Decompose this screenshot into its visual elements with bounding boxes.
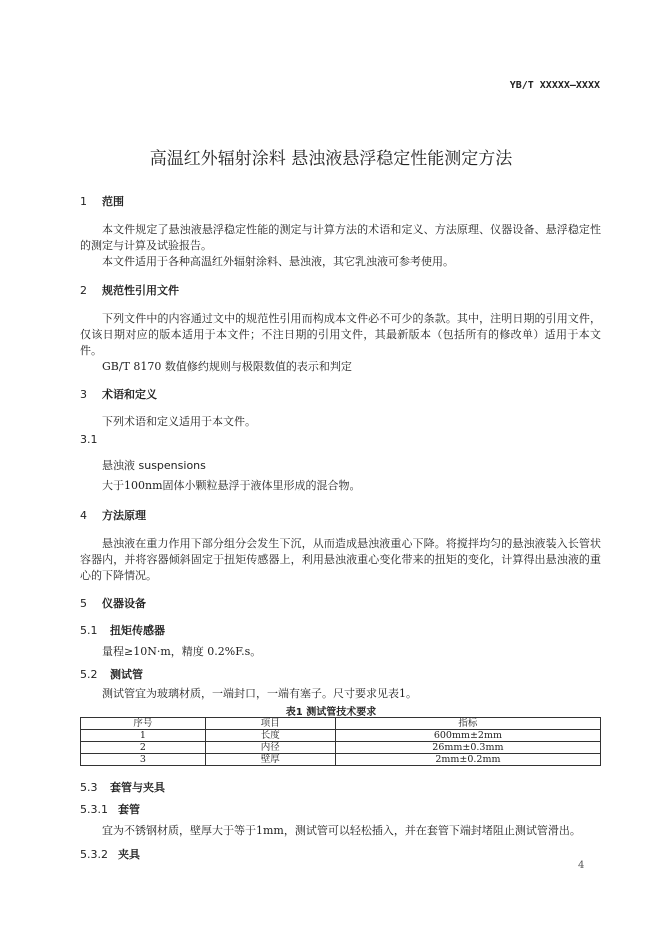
cell: 600mm±2mm: [335, 730, 600, 742]
section-number: 2: [80, 284, 87, 297]
cell: 2: [81, 742, 206, 754]
section-1-heading: [80, 193, 124, 209]
paragraph: 悬浊液在重力作用下部分组分会发生下沉，从而造成悬浊液重心下降。将搅拌均匀的悬浊液装入长管状容器内，并将容器倾斜固定于扭矩传感器上，利用悬浊液重心变化带来的扭矩的变化，计算得出悬浊液的重心的下降情况。: [80, 537, 601, 582]
cell: 2mm±0.2mm: [335, 754, 600, 766]
section-number: 5.1: [80, 624, 98, 637]
section-title: 方法原理: [102, 509, 146, 522]
section-5-heading: [80, 595, 146, 611]
clause-5-1-heading: [80, 622, 165, 638]
reference-item: GB/T 8170 数值修约规则与极限数值的表示和判定: [102, 360, 352, 373]
section-title: 术语和定义: [102, 388, 157, 401]
table-row: [81, 730, 601, 742]
table-row: [81, 754, 601, 766]
section-number: 5.3.1: [80, 803, 108, 816]
paragraph: 本文件适用于各种高温红外辐射涂料、悬浊液，其它乳浊液可参考使用。: [102, 255, 454, 268]
section-title: 夹具: [118, 848, 140, 861]
paragraph: 下列文件中的内容通过文中的规范性引用而构成本文件必不可少的条款。其中，注明日期的引用文件，仅该日期对应的版本适用于本文件；不注日期的引用文件，其最新版本（包括所有的修改单）适用于本文件。: [80, 312, 601, 357]
paragraph: 下列术语和定义适用于本文件。: [102, 415, 256, 428]
paragraph: 测试管宜为玻璃材质，一端封口，一端有塞子。尺寸要求见表1。: [102, 687, 417, 700]
paragraph: 本文件规定了悬浊液悬浮稳定性能的测定与计算方法的术语和定义、方法原理、仪器设备、悬浮稳定性的测定与计算及试验报告。: [80, 223, 601, 252]
paragraph: 宜为不锈钢材质，壁厚大于等于1mm，测试管可以轻松插入，并在套管下端封堵阻止测试管滑出。: [102, 824, 581, 837]
cell: 3: [81, 754, 206, 766]
section-3-heading: [80, 386, 157, 402]
header-cell: 序号: [81, 718, 206, 730]
section-4-heading: [80, 507, 146, 523]
doc-code-header: YB/T XXXXX—XXXX: [509, 80, 600, 91]
header-cell: 项目: [205, 718, 335, 730]
section-number: 5: [80, 597, 87, 610]
section-number: 4: [80, 509, 87, 522]
section-title: 测试管: [110, 668, 143, 681]
clause-5-3-1-heading: [80, 801, 140, 817]
table-caption: 表1 测试管技术要求: [285, 707, 377, 718]
section-title: 扭矩传感器: [110, 624, 165, 637]
term: 悬浊液 suspensions: [102, 459, 206, 472]
section-number: 1: [80, 195, 87, 208]
definition: 大于100nm固体小颗粒悬浮于液体里形成的混合物。: [102, 479, 361, 492]
page-number: 4: [578, 860, 585, 871]
clause-5-3-2-heading: [80, 846, 140, 862]
paragraph: 量程≥10N·m，精度 0.2%F.s。: [102, 645, 262, 658]
section-title: 规范性引用文件: [102, 284, 179, 297]
section-title: 仪器设备: [102, 597, 146, 610]
section-title: 套管与夹具: [110, 781, 165, 794]
clause-5-2-heading: [80, 666, 143, 682]
header-cell: 指标: [335, 718, 600, 730]
section-2-heading: [80, 282, 179, 298]
section-number: 5.3: [80, 781, 98, 794]
table-1: [80, 717, 601, 766]
clause-3-1-number: 3.1: [80, 433, 98, 446]
section-number: 5.2: [80, 668, 98, 681]
cell: 1: [81, 730, 206, 742]
section-number: 3: [80, 388, 87, 401]
cell: 壁厚: [205, 754, 335, 766]
section-title: 范围: [102, 195, 124, 208]
section-number: 5.3.2: [80, 848, 108, 861]
clause-5-3-heading: [80, 779, 165, 795]
page-title: 高温红外辐射涂料 悬浊液悬浮稳定性能测定方法: [149, 149, 513, 169]
cell: 长度: [205, 730, 335, 742]
cell: 内径: [205, 742, 335, 754]
table-header-row: [81, 718, 601, 730]
table-row: [81, 742, 601, 754]
cell: 26mm±0.3mm: [335, 742, 600, 754]
section-title: 套管: [118, 803, 140, 816]
